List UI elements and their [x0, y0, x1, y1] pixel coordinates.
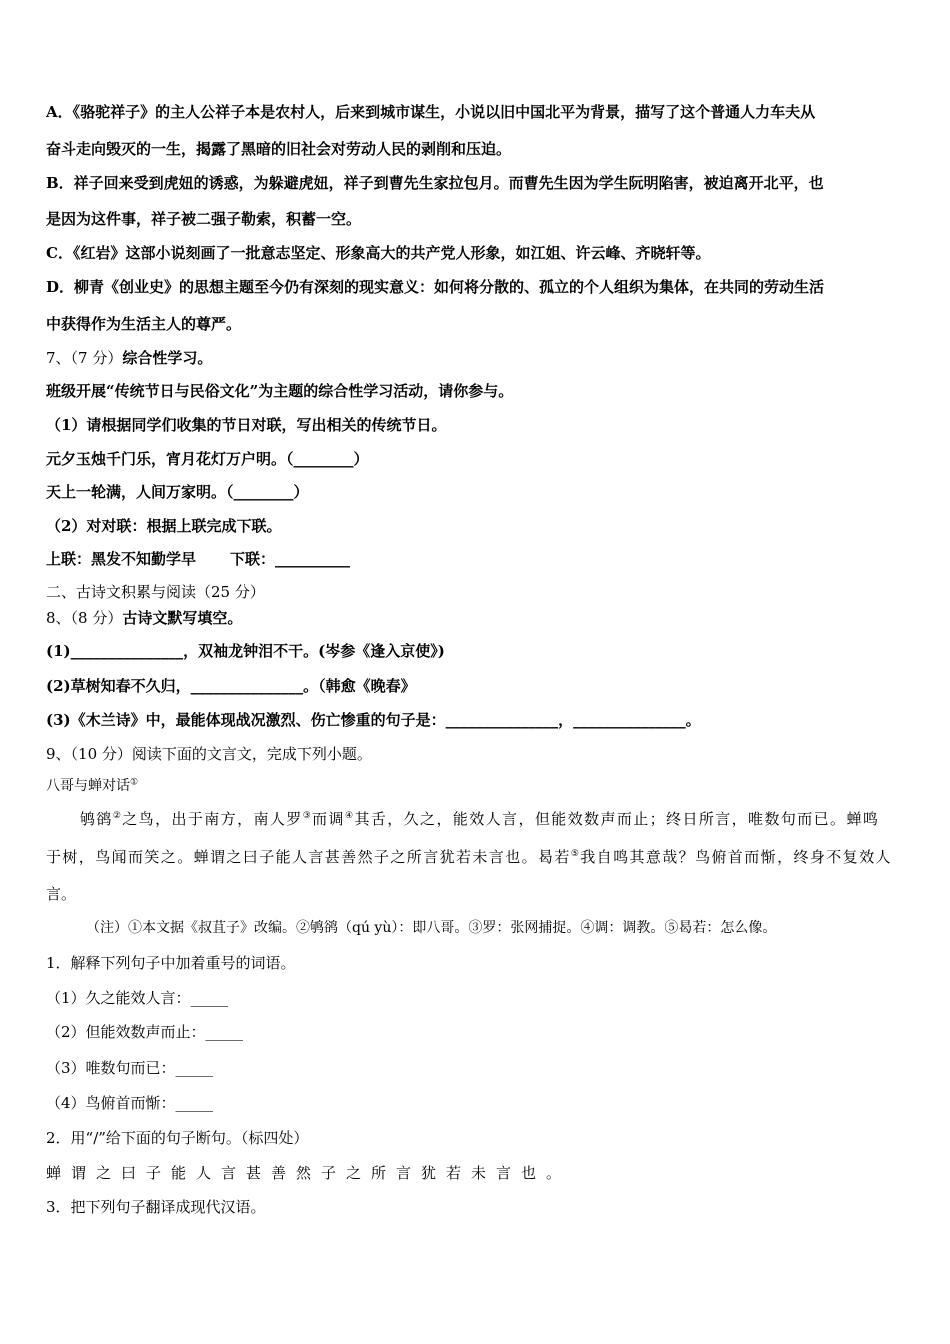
footnote-marker-4: ④	[344, 811, 355, 821]
option-d-line1: D．柳青《创业史》的思想主题至今仍有深刻的现实意义：如何将分散的、孤立的个人组织为集体，在共同的劳动生活	[46, 278, 825, 296]
passage-text: 于树，鸟闻而笑之。蝉谓之曰子能人言甚善然子之所言犹若未言也。曷若	[46, 848, 571, 866]
passage-text: 鸲鹆	[80, 810, 113, 828]
passage-text: 其舌，久之，能效人言，但能效数声而止；终日所言，唯数句而已。蝉鸣	[354, 810, 880, 828]
sub-question-3: 3．把下列句子翻译成现代汉语。	[46, 1198, 266, 1216]
question-8-line1: (1)_______________，双袖龙钟泪不干。(岑参《逢入京使》)	[46, 642, 445, 660]
question-7-part1: （1）请根据同学们收集的节日对联，写出相关的传统节日。	[46, 416, 447, 434]
couplet-2: 天上一轮满，人间万家明。（________）	[46, 483, 309, 501]
question-7-number: 7、（7 分）	[46, 349, 123, 367]
question-8-line3: (3)《木兰诗》中，最能体现战况激烈、伤亡惨重的句子是：_______________，_______________。	[46, 711, 701, 729]
question-7-header	[46, 347, 908, 369]
passage-title-text: 八哥与蝉对话	[46, 778, 130, 794]
option-b-line1: B．祥子回来受到虎妞的诱惑，为躲避虎妞，祥子到曹先生家拉包月。而曹先生因为学生阮明陷害，被迫离开北平，也	[46, 174, 824, 192]
passage-line2	[46, 846, 908, 868]
option-a-line2: 奋斗走向毁灭的一生，揭露了黑暗的旧社会对劳动人民的剥削和压迫。	[46, 140, 512, 158]
sub-question-1-item1: （1）久之能效人言：_____	[46, 989, 229, 1007]
passage-line1	[80, 808, 908, 830]
question-8-title: 古诗文默写填空。	[122, 609, 243, 627]
question-7-intro: 班级开展“传统节日与民俗文化”为主题的综合性学习活动，请你参与。	[46, 382, 514, 400]
passage-text: 之鸟，出于南方，南人罗	[122, 810, 303, 828]
question-8-number: 8、（8 分）	[46, 609, 123, 627]
section-2-heading: 二、古诗文积累与阅读（25 分）	[46, 583, 265, 601]
sub-question-1: 1．解释下列句子中加着重号的词语。	[46, 954, 296, 972]
question-8-line2: (2)草树知春不久归，_______________。（韩愈《晚春》	[46, 677, 416, 695]
passage-text: 我自鸣其意哉？鸟俯首而惭，终身不复效人	[580, 848, 892, 866]
option-c-line1: C．《红岩》这部小说刻画了一批意志坚定、形象高大的共产党人形象，如江姐、许云峰、齐晓轩等。	[46, 244, 711, 262]
sub-question-1-item4: （4）鸟俯首而惭：_____	[46, 1094, 214, 1112]
sub-question-2: 2．用“/”给下面的句子断句。（标四处）	[46, 1129, 309, 1147]
footnote-marker-1: ①	[130, 777, 139, 788]
question-8-header	[46, 607, 908, 629]
question-7-part2: （2）对对联：根据上联完成下联。	[46, 517, 282, 535]
upper-couplet: 上联：黑发不知勤学早	[46, 550, 197, 568]
option-a-line1: A．《骆驼祥子》的主人公祥子本是农村人，后来到城市谋生，小说以旧中国北平为背景，描写了这个普通人力车夫从	[46, 103, 816, 121]
question-7-title: 综合性学习。	[122, 349, 213, 367]
sub-question-2-sentence: 蝉谓之曰子能人言甚善然子之所言犹若未言也。	[46, 1164, 572, 1182]
option-b-line2: 是因为这件事，祥子被二强子勒索，积蓄一空。	[46, 210, 362, 228]
passage-title	[46, 775, 908, 797]
couplet-1: 元夕玉烛千门乐，宵月花灯万户明。（________）	[46, 450, 369, 468]
footnote-marker-2: ②	[112, 811, 123, 821]
footnote-marker-5: ⑤	[570, 849, 581, 859]
footnote-marker-3: ③	[302, 811, 313, 821]
passage-line3: 言。	[46, 885, 77, 903]
passage-notes: （注）①本文据《叔苴子》改编。②鸲鹆（qú yù）：即八哥。③罗：张网捕捉。④调：调教。⑤曷若：怎么像。	[86, 920, 777, 936]
sub-question-1-item3: （3）唯数句而已：_____	[46, 1059, 214, 1077]
option-d-line2: 中获得作为生活主人的尊严。	[46, 315, 242, 333]
passage-text: 而调	[312, 810, 345, 828]
lower-couplet-blank: 下联：__________	[230, 550, 351, 568]
couplet-pair	[46, 548, 908, 570]
sub-question-1-item2: （2）但能效数声而止：_____	[46, 1023, 244, 1041]
question-9-header: 9、（10 分）阅读下面的文言文，完成下列小题。	[46, 745, 372, 763]
